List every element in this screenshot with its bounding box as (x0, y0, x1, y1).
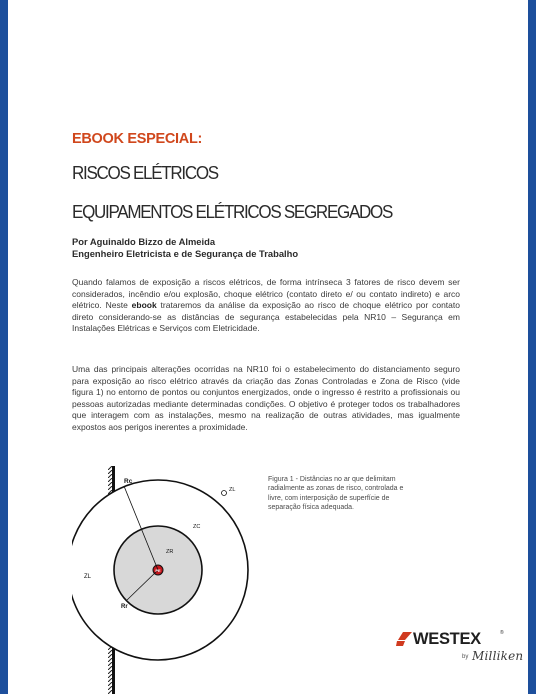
logo-by: by (462, 654, 469, 660)
ebook-page (8, 0, 528, 694)
label-rc: Rc (124, 478, 133, 485)
westex-mark-icon (396, 632, 412, 646)
title-line-1: RISCOS ELÉTRICOS (72, 162, 218, 183)
label-pe: PE (155, 568, 161, 573)
figure-caption: Figura 1 - Distâncias no ar que delimitam radialmente as zonas de risco, controlada e livre, com interposição de superfície de separação física adequada. (268, 476, 404, 512)
paragraph-2: Uma das principais alterações ocorridas na NR10 foi o estabelecimento do distanciamento seguro para exposição ao risco elétrico através da criação das Zonas Controladas e Zona de Risco (vide figura 1) no entorno de pontos ou conjuntos energizados, onde o ingresso é restrito a profissionais ou pessoas autorizadas mediante determinadas condições. O objetivo é proteger todos os trabalhadores que interagem com as instalações, mesmo na realização de outras atividades, mas igualmente expostos aos perigos inerentes a proximidade. (72, 364, 460, 432)
author-role: Engenheiro Eletricista e de Segurança de Trabalho (72, 248, 299, 259)
label-rr: Rr (121, 604, 128, 610)
westex-logo (396, 630, 524, 670)
label-zr: ZR (166, 549, 174, 555)
paragraph-1-part-b: trataremos da análise da exposição ao risco de choque elétrico por contato direto considerando-se as distâncias de segurança estabelecidas pela NR10 – Segurança em Instalações Elétricas e Serviços com Eletricidade. (72, 300, 460, 334)
label-zl-top: ZL (229, 487, 236, 493)
author-byline: Por Aguinaldo Bizzo de Almeida (72, 236, 216, 247)
logo-milliken: Milliken (472, 649, 524, 663)
label-zl-left: ZL (84, 574, 92, 580)
paragraph-1-bold: ebook (131, 300, 157, 311)
logo-wordmark: WESTEX (413, 630, 481, 648)
zones-diagram (72, 466, 262, 694)
logo-registered: ® (500, 630, 504, 636)
title-line-2: EQUIPAMENTOS ELÉTRICOS SEGREGADOS (72, 201, 393, 222)
author-block (72, 236, 298, 260)
label-zc: ZC (193, 524, 201, 530)
free-zone-marker (222, 491, 227, 496)
paragraph-1 (72, 277, 460, 335)
ebook-kicker: EBOOK ESPECIAL: (72, 131, 203, 147)
paragraph-1-part-a: Quando falamos de exposição a riscos elétricos, de forma intrínseca 3 fatores de risco devem ser considerados, incêndio e/ou explosão, choque elétrico (contato direto e/ ou contato indireto) e arco elétrico. Neste (72, 277, 460, 311)
